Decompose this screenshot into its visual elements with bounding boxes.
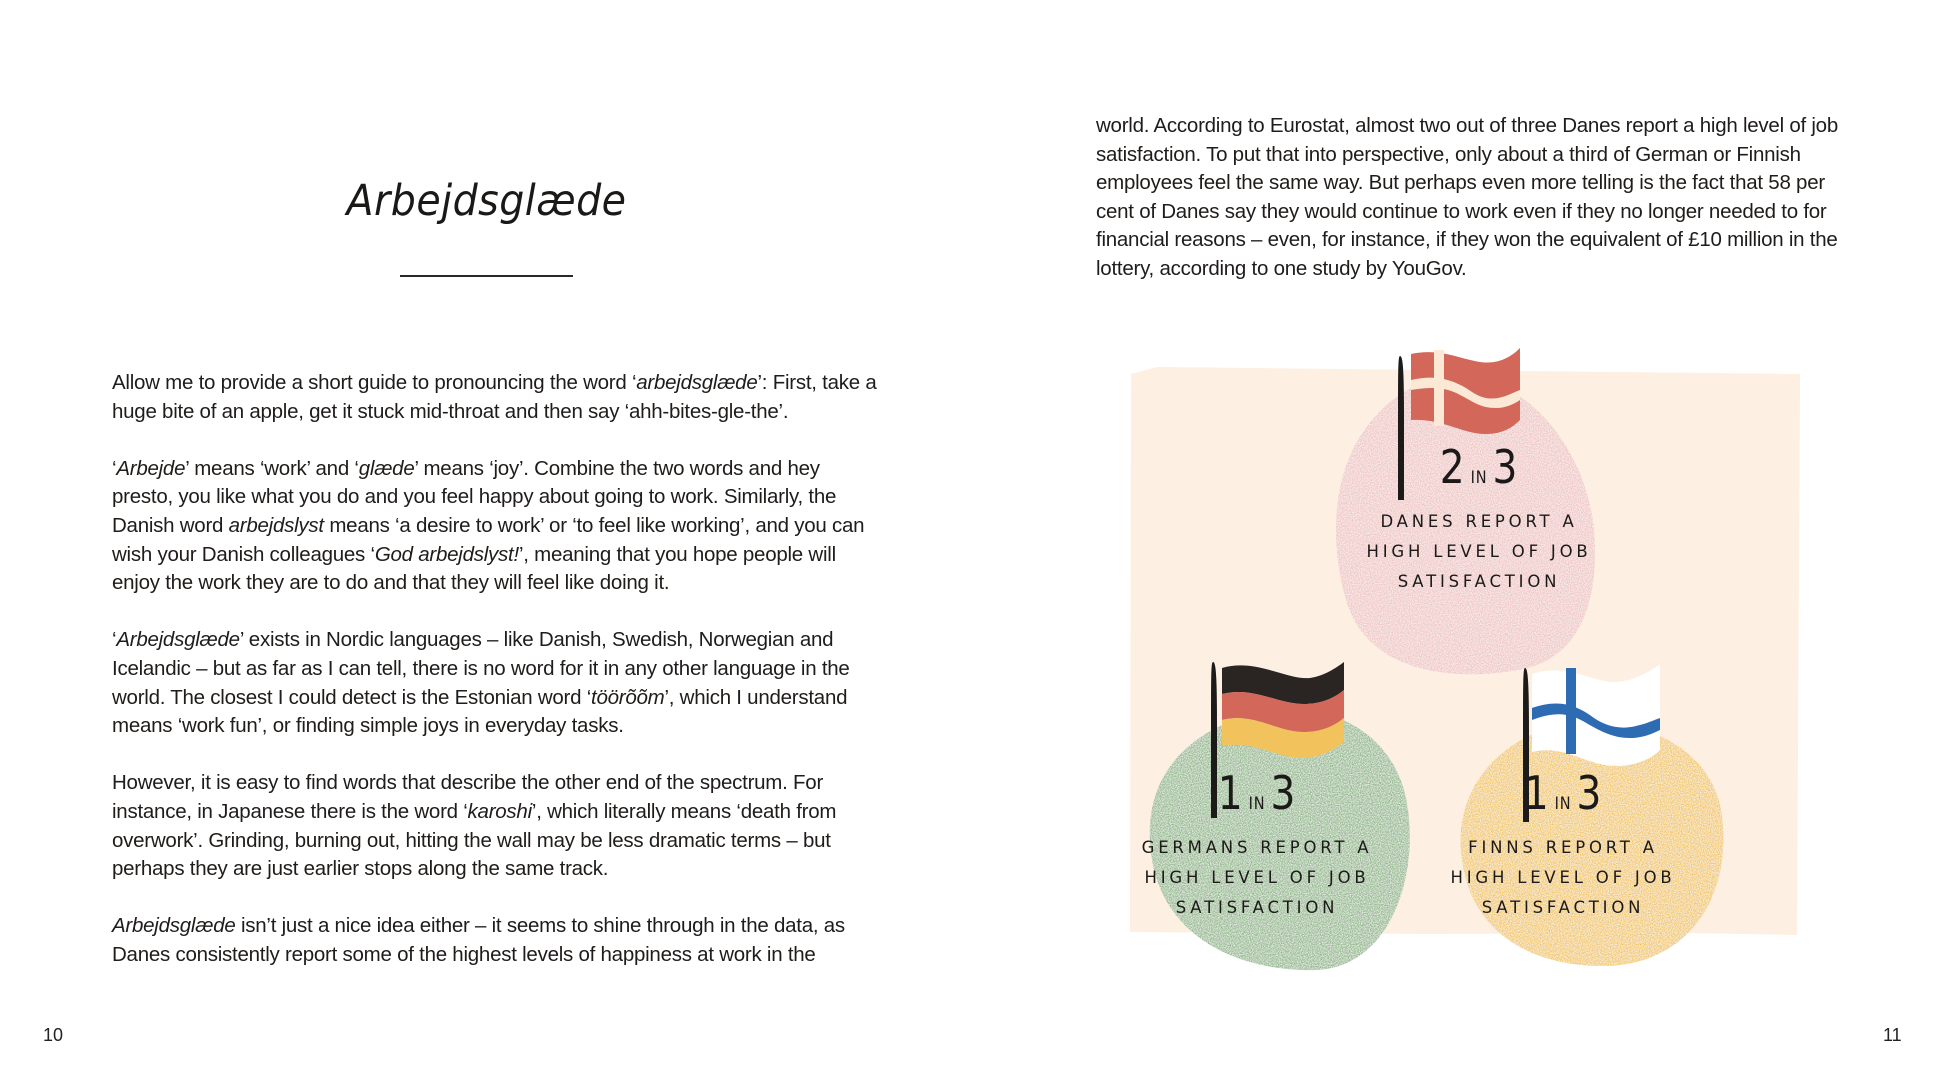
stat-caption (1092, 833, 1422, 923)
stat-in-word: IN (1470, 468, 1488, 488)
text-run: world. According to Eurostat, almost two out of three Danes report a high level of job satisfaction. To put that into perspective, only about a third of German or Finnish employees feel the same way. But perhaps even more telling is the fact that 58 per cent of Danes say they would continue to work even if they no longer needed to for financial reasons – even, for instance, if they won the equivalent of £10 million in the lottery, according to one study by YouGov. (1096, 114, 1838, 280)
caption-line: DANES REPORT A (1380, 512, 1578, 531)
text-run: Allow me to provide a short guide to pronouncing the word ‘ (112, 371, 637, 394)
italic-term: glæde (358, 456, 415, 480)
text-run: ’ means ‘joy’. Combine the two words and hey presto, you like what you do and you feel happy about going to work. Similarly, the Danish word (112, 456, 837, 537)
paragraph (112, 369, 882, 426)
page-number-right: 11 (1883, 1025, 1902, 1045)
caption-line: HIGH LEVEL OF JOB (1450, 868, 1676, 887)
caption-line: HIGH LEVEL OF JOB (1366, 542, 1592, 561)
text-run: ’: First, take a huge bite of an apple, get it stuck mid-throat and then say ‘ahh-bites-gle-the’. (112, 371, 877, 423)
text-run: However, it is easy to find words that describe the other end of the spectrum. For instance, in Japanese there is the word ‘ (112, 771, 824, 823)
caption-line: SATISFACTION (1397, 572, 1561, 591)
caption-line: SATISFACTION (1481, 898, 1645, 917)
text-run: ‘ (112, 628, 117, 652)
stat-denominator: 3 (1492, 440, 1519, 494)
italic-term: arbejdslyst (228, 513, 324, 537)
title-divider (400, 275, 573, 277)
caption-line: HIGH LEVEL OF JOB (1144, 868, 1370, 887)
caption-line: GERMANS REPORT A (1141, 838, 1373, 857)
stat-in-word: IN (1248, 794, 1266, 814)
paragraph (112, 912, 882, 969)
stat-germany (1092, 766, 1422, 923)
stat-denmark (1314, 440, 1644, 597)
italic-term: Arbejdsglæde (116, 628, 240, 652)
text-run: ’ means ‘work’ and ‘ (185, 456, 359, 480)
right-body-text (1096, 112, 1866, 284)
text-run: isn’t just a nice idea either – it seems to shine through in the data, as Danes consistently report some of the highest levels of happiness at work in the (112, 914, 845, 966)
stat-denominator: 3 (1270, 766, 1297, 820)
paragraph (112, 626, 882, 740)
page-number-left: 10 (43, 1025, 64, 1045)
text-run: ’, meaning that you hope people will enjoy the work they are to do and that they will feel like doing it. (112, 542, 836, 595)
italic-term: Arbejdsglæde (112, 914, 236, 938)
stat-finland (1398, 766, 1728, 923)
stat-ratio (1339, 440, 1620, 501)
stat-numerator: 2 (1439, 440, 1466, 494)
stat-numerator: 1 (1217, 766, 1244, 820)
job-satisfaction-infographic (1126, 340, 1816, 980)
italic-term: karoshi (467, 799, 532, 823)
italic-term: arbejdsglæde (636, 371, 758, 394)
text-run: means ‘a desire to work’ or ‘to feel like working’, and you can wish your Danish colleagues ‘ (112, 513, 865, 566)
left-body-text (112, 369, 882, 969)
chapter-title: Arbejdsglæde (346, 175, 627, 226)
text-run: ‘ (112, 456, 117, 480)
text-run: ’ exists in Nordic languages – like Danish, Swedish, Norwegian and Icelandic – but as far as I can tell, there is no word for it in any other language in the world. The closest I could detect is the Estonian word ‘ (112, 628, 850, 709)
caption-line: FINNS REPORT A (1468, 838, 1658, 857)
paragraph (112, 455, 882, 598)
italic-term: töörõõm (591, 685, 665, 709)
caption-line: SATISFACTION (1175, 898, 1339, 917)
stat-caption (1314, 507, 1644, 597)
text-run: ’, which literally means ‘death from overwork’. Grinding, burning out, hitting the wall may be less dramatic terms – but perhaps they are just earlier stops along the same track. (112, 799, 837, 881)
paragraph (112, 769, 882, 883)
stat-caption (1398, 833, 1728, 923)
stat-numerator: 1 (1523, 766, 1550, 820)
stat-ratio (1423, 766, 1704, 827)
stat-denominator: 3 (1576, 766, 1603, 820)
paragraph (1096, 112, 1866, 284)
italic-term: God arbejdslyst! (374, 542, 519, 566)
stat-ratio (1117, 766, 1398, 827)
stat-in-word: IN (1554, 794, 1572, 814)
italic-term: Arbejde (116, 456, 186, 480)
text-run: ’, which I understand means ‘work fun’, or finding simple joys in everyday tasks. (112, 685, 848, 738)
